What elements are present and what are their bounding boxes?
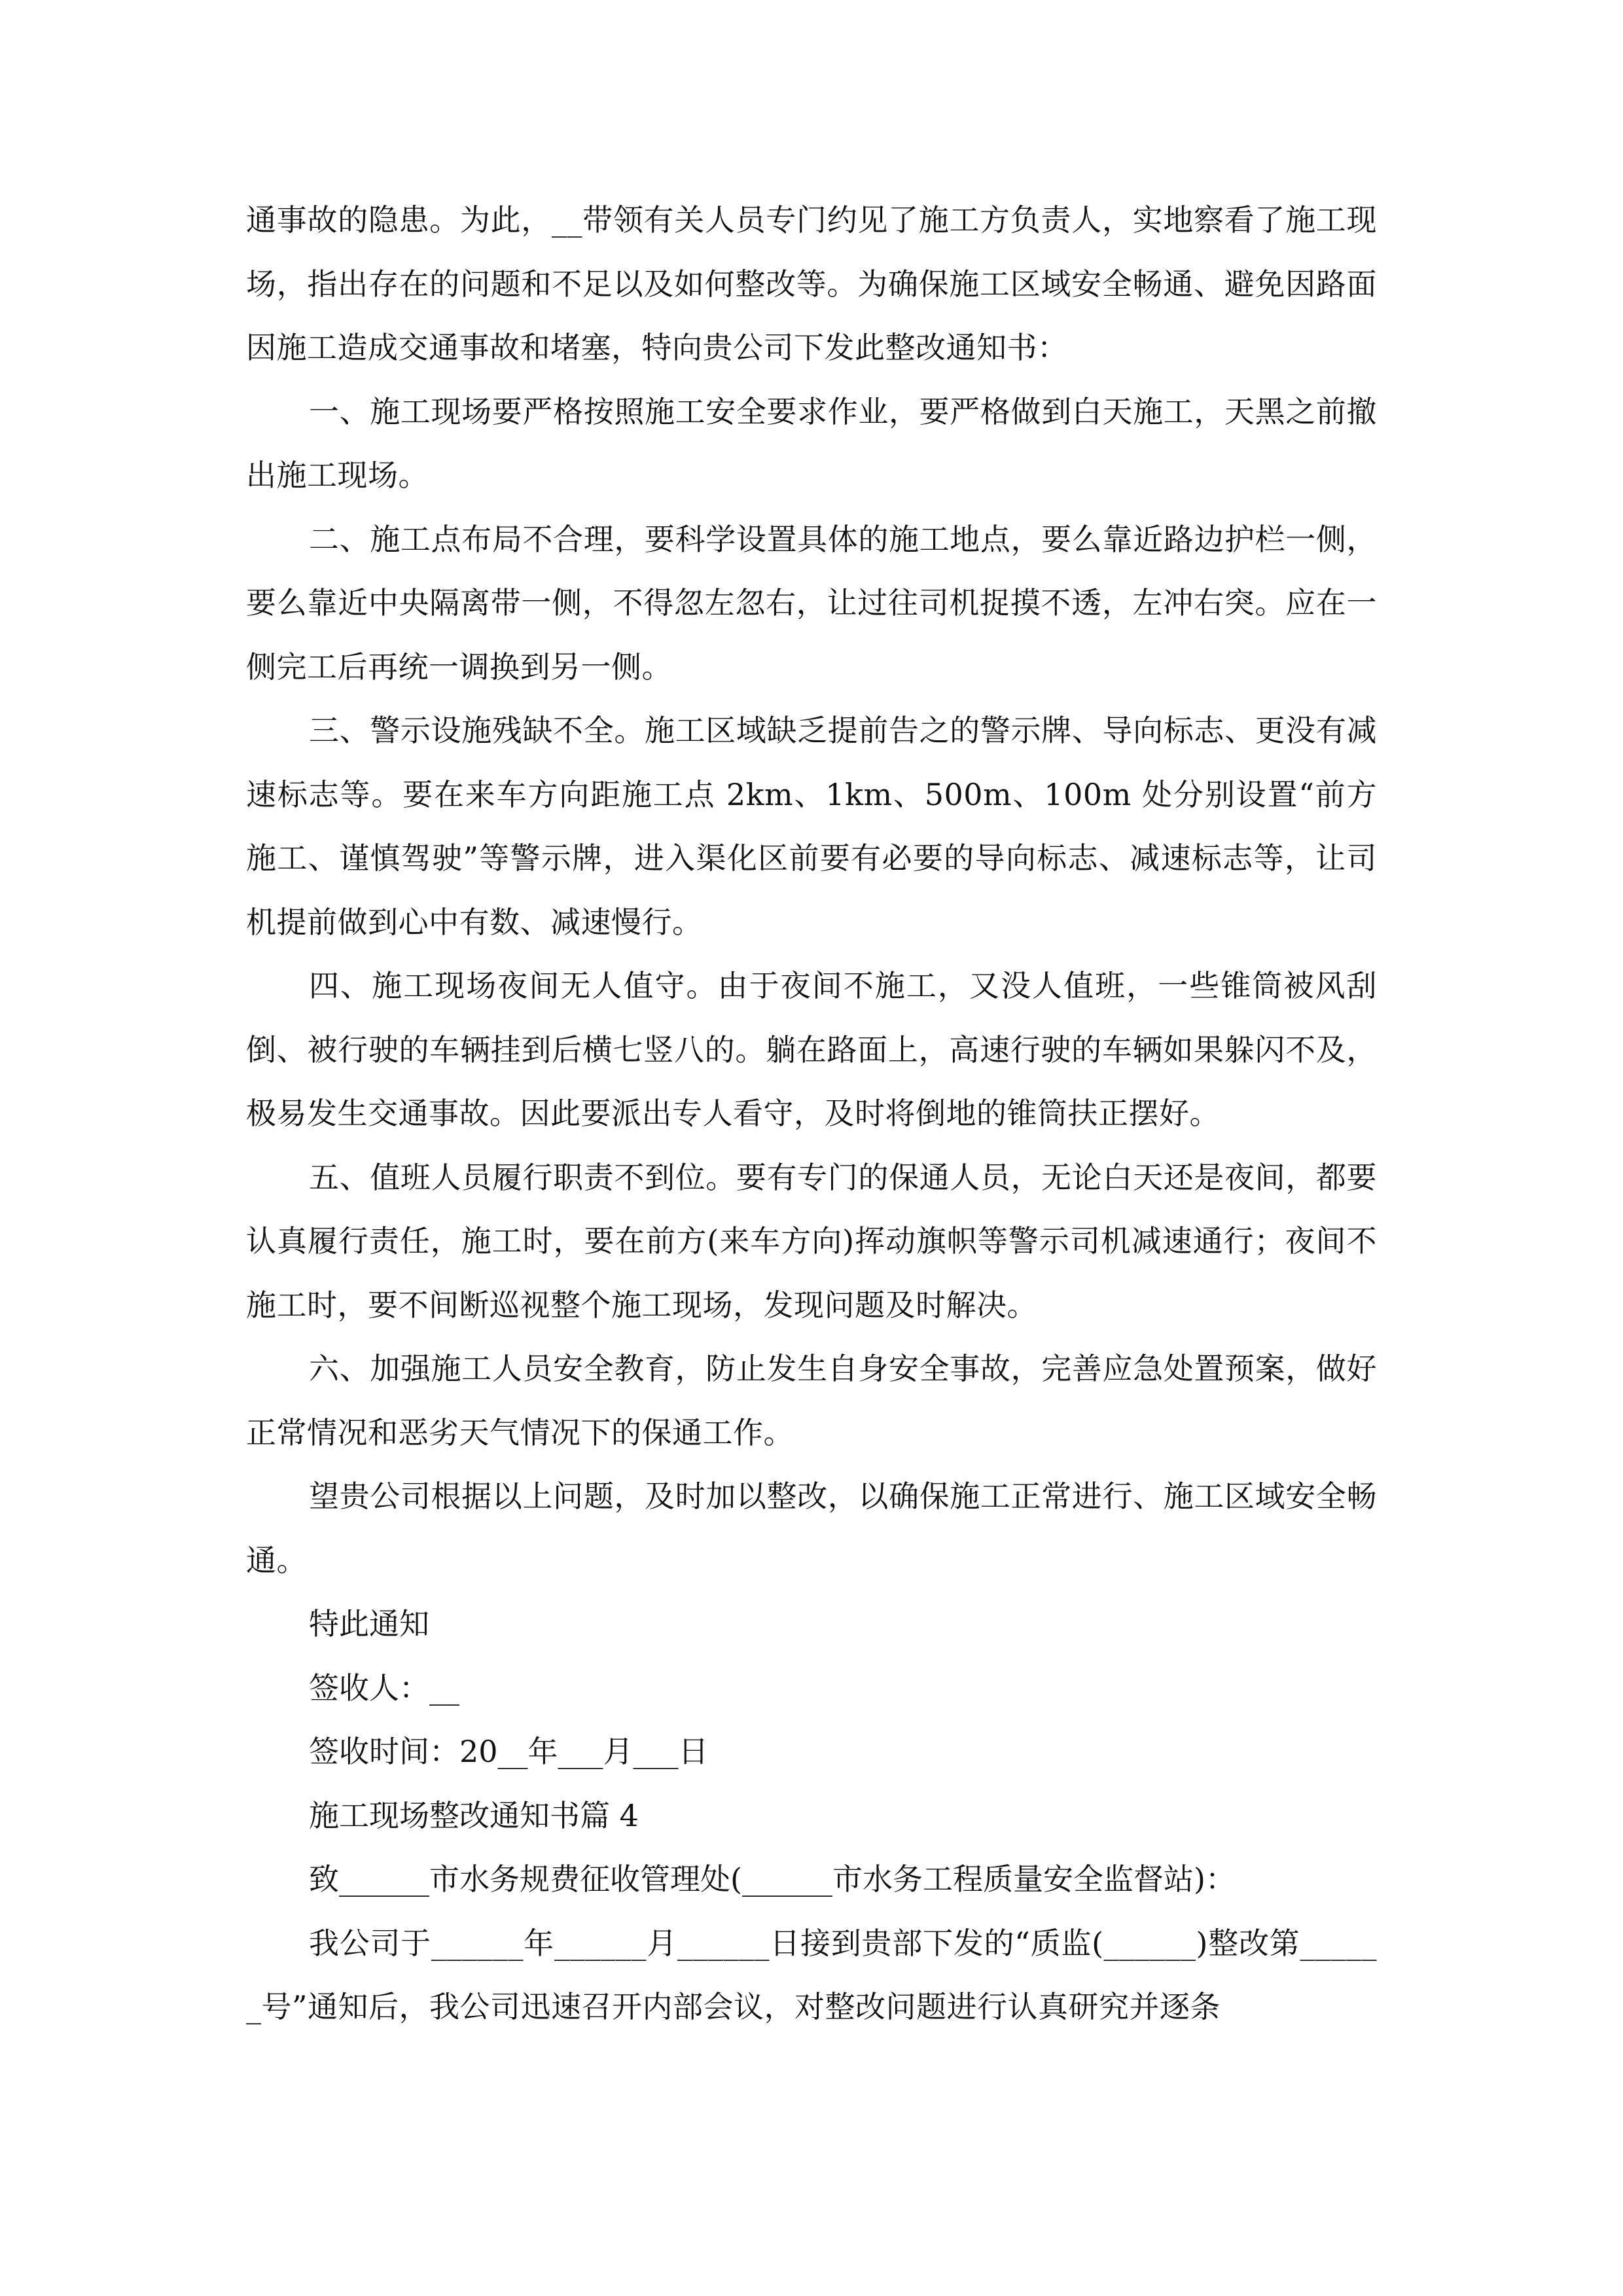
- item-3-paragraph: 三、警示设施残缺不全。施工区域缺乏提前告之的警示牌、导向标志、更没有减速标志等。要在来车方向距施工点 2km、1km、500m、100m 处分别设置“前方施工、谨慎驾驶”等警示牌，进入渠化区前要有必要的导向标志、减速标志等，让司机提前做到心中有数、减速慢行。: [246, 713, 1377, 940]
- document-body: [246, 188, 1377, 2039]
- item-2-paragraph: 二、施工点布局不合理，要科学设置具体的施工地点，要么靠近路边护栏一侧，要么靠近中央隔离带一侧，不得忽左忽右，让过往司机捉摸不透，左冲右突。应在一侧完工后再统一调换到另一侧。: [246, 521, 1377, 685]
- sign-time-line: 签收时间：20__年___月___日: [309, 1734, 709, 1769]
- signer-line: 签收人：__: [309, 1670, 459, 1706]
- item-5-paragraph: 五、值班人员履行职责不到位。要有专门的保通人员，无论白天还是夜间，都要认真履行责任，施工时，要在前方(来车方向)挥动旗帜等警示司机减速通行；夜间不施工时，要不间断巡视整个施工现场，发现问题及时解决。: [246, 1159, 1377, 1323]
- reply-paragraph: 我公司于______年______月______日接到贵部下发的“质监(______)整改第______号”通知后，我公司迅速召开内部会议，对整改问题进行认真研究并逐条: [246, 1925, 1377, 2024]
- closing-paragraph: 望贵公司根据以上问题，及时加以整改，以确保施工正常进行、施工区域安全畅通。: [246, 1479, 1377, 1578]
- section-title: 施工现场整改通知书篇 4: [309, 1797, 639, 1833]
- addressee-line: 致______市水务规费征收管理处(______市水务工程质量安全监督站)：: [309, 1861, 1236, 1897]
- item-4-paragraph: 四、施工现场夜间无人值守。由于夜间不施工，又没人值班，一些锥筒被风刮倒、被行驶的车辆挂到后横七竖八的。躺在路面上，高速行驶的车辆如果躲闪不及，极易发生交通事故。因此要派出专人看守，及时将倒地的锥筒扶正摆好。: [246, 968, 1377, 1131]
- item-6-paragraph: 六、加强施工人员安全教育，防止发生自身安全事故，完善应急处置预案，做好正常情况和恶劣天气情况下的保通工作。: [246, 1351, 1377, 1450]
- intro-paragraph: 通事故的隐患。为此，__带领有关人员专门约见了施工方负责人，实地察看了施工现场，指出存在的问题和不足以及如何整改等。为确保施工区域安全畅通、避免因路面因施工造成交通事故和堵塞，特向贵公司下发此整改通知书：: [246, 202, 1377, 365]
- item-1-paragraph: 一、施工现场要严格按照施工安全要求作业，要严格做到白天施工，天黑之前撤出施工现场。: [246, 393, 1377, 493]
- notice-line: 特此通知: [309, 1606, 429, 1641]
